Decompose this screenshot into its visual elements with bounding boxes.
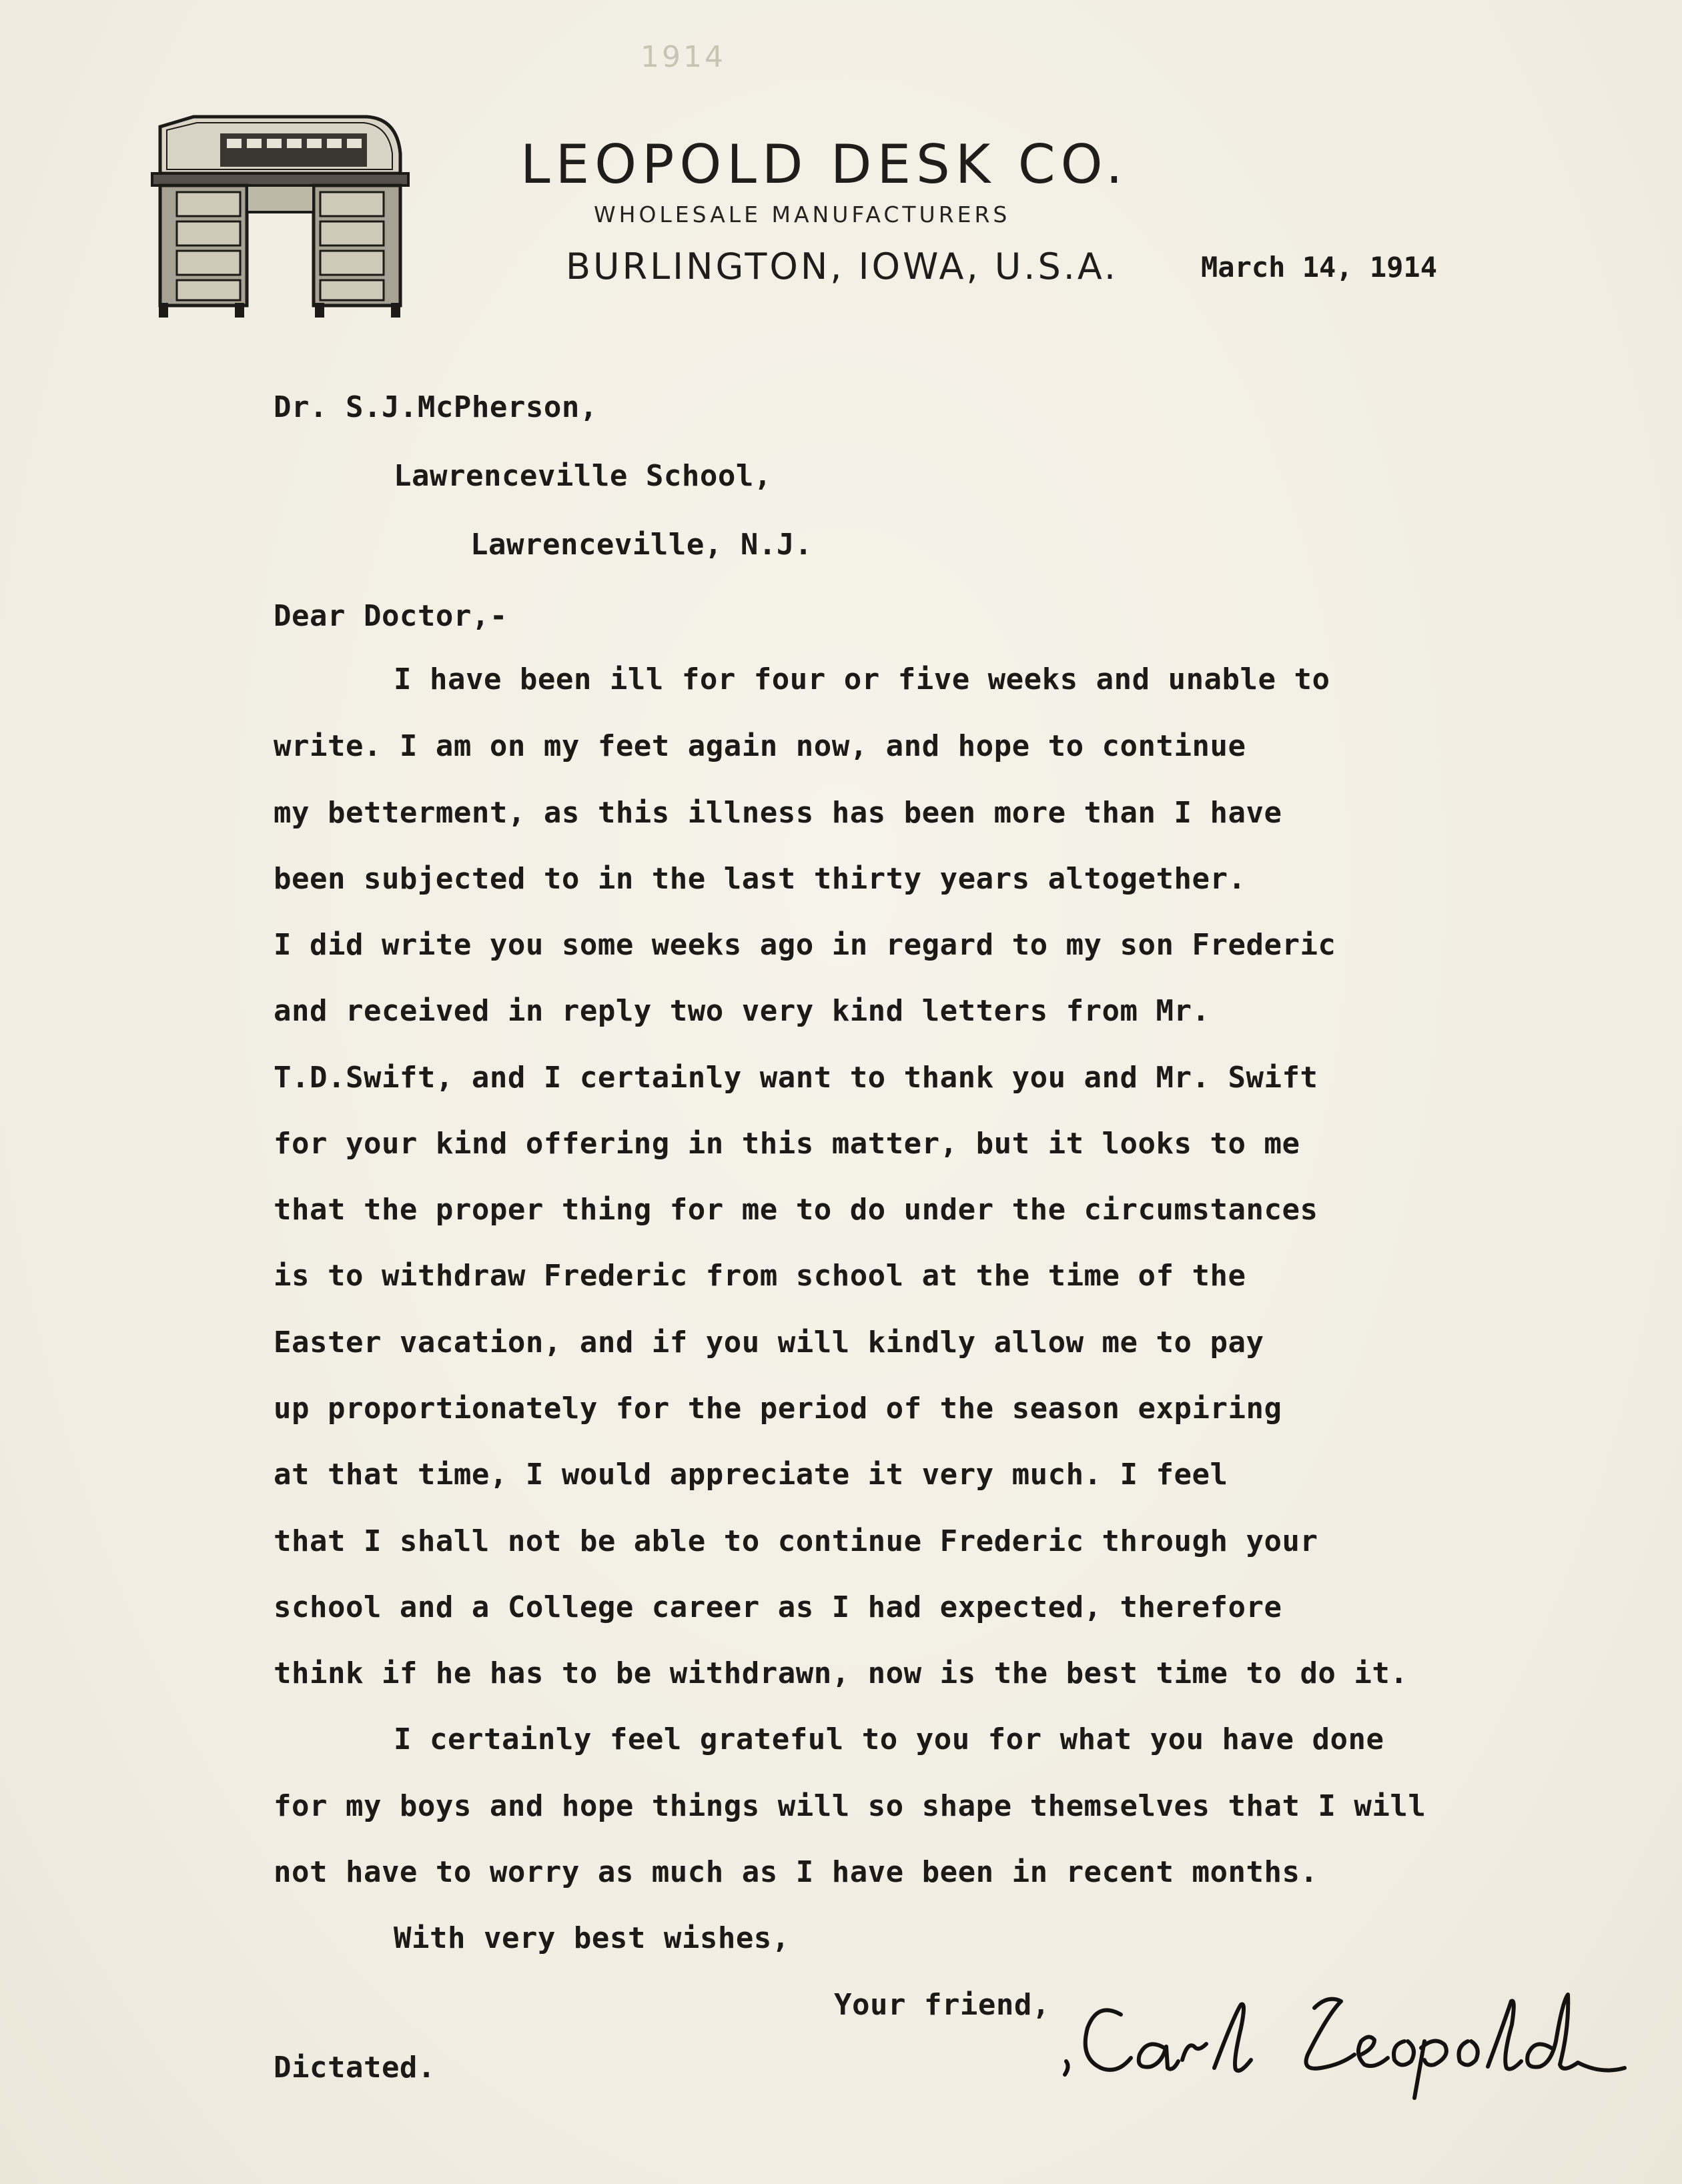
body-line: I have been ill for four or five weeks and unable to <box>394 662 1330 696</box>
recipient-name: Dr. S.J.McPherson, <box>274 390 598 424</box>
body-line: T.D.Swift, and I certainly want to thank you and Mr. Swift <box>274 1061 1318 1095</box>
body-line: I did write you some weeks ago in regard to my son Frederic <box>274 928 1336 962</box>
dictated-note: Dictated. <box>274 2051 436 2085</box>
company-tagline: WHOLESALE MANUFACTURERS <box>594 201 1011 227</box>
letter-date: March 14, 1914 <box>1201 251 1438 284</box>
body-line: I certainly feel grateful to you for what you have done <box>394 1722 1384 1756</box>
received-stamp: 1914 <box>641 40 726 74</box>
body-line: and received in reply two very kind letters from Mr. <box>274 994 1210 1028</box>
body-line: Easter vacation, and if you will kindly allow me to pay <box>274 1325 1264 1359</box>
roll-top-desk-logo-icon <box>147 113 414 320</box>
body-line: is to withdraw Frederic from school at the time of the <box>274 1259 1246 1293</box>
body-line: for my boys and hope things will so shape themselves that I will <box>274 1789 1426 1823</box>
body-line: write. I am on my feet again now, and hope to continue <box>274 729 1246 763</box>
handwritten-signature <box>1061 1975 1635 2101</box>
body-line: that the proper thing for me to do under the circumstances <box>274 1193 1318 1227</box>
body-line: that I shall not be able to continue Frederic through your <box>274 1524 1318 1558</box>
recipient-city: Lawrenceville, N.J. <box>470 528 813 562</box>
company-name: LEOPOLD DESK CO. <box>520 133 1128 195</box>
recipient-school: Lawrenceville School, <box>394 459 772 493</box>
body-line: at that time, I would appreciate it very much. I feel <box>274 1458 1228 1492</box>
body-line: school and a College career as I had expected, therefore <box>274 1590 1282 1624</box>
company-location: BURLINGTON, IOWA, U.S.A. <box>566 245 1119 288</box>
body-line: been subjected to in the last thirty years altogether. <box>274 862 1246 896</box>
body-line: up proportionately for the period of the season expiring <box>274 1392 1282 1426</box>
closing: With very best wishes, <box>394 1921 790 1955</box>
sign-off: Your friend, <box>834 1988 1050 2022</box>
body-line: for your kind offering in this matter, but it looks to me <box>274 1127 1300 1161</box>
body-line: my betterment, as this illness has been more than I have <box>274 796 1282 830</box>
salutation: Dear Doctor,- <box>274 599 508 633</box>
body-line: think if he has to be withdrawn, now is the best time to do it. <box>274 1656 1408 1690</box>
body-line: not have to worry as much as I have been in recent months. <box>274 1855 1318 1889</box>
